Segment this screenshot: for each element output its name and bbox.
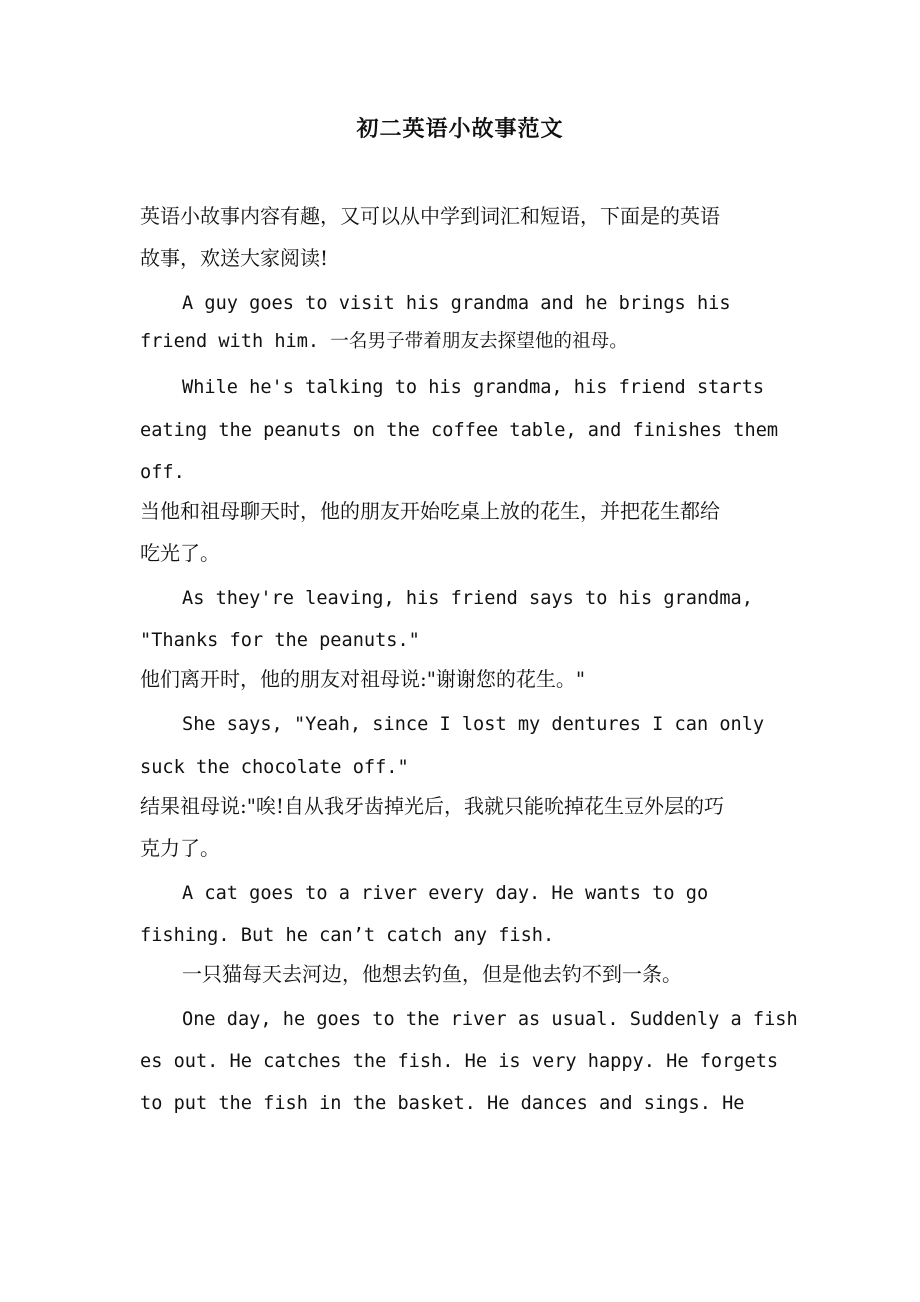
intro-line-1: 英语小故事内容有趣，又可以从中学到词汇和短语，下面是的英语 [140,204,720,228]
p2-line-5: 吃光了。 [140,541,220,565]
p3-line-1: As they're leaving, his friend says to his grandma, [182,588,753,609]
p1-line-1: A guy goes to visit his grandma and he brings his [182,293,731,314]
p2-line-3: off. [140,462,185,483]
page-title: 初二英语小故事范文 [356,116,564,142]
p6-line-2: es out. He catches the fish. He is very happy. He forgets [140,1051,779,1072]
p5-line-2: fishing. But he can’t catch any fish. [140,925,555,946]
p4-line-2: suck the chocolate off." [140,757,409,778]
p3-line-3: 他们离开时，他的朋友对祖母说:"谢谢您的花生。" [140,667,586,691]
p4-line-1: She says, "Yeah, since I lost my dentures I can only [182,714,765,735]
p4-line-4: 克力了。 [140,836,220,860]
intro-line-2: 故事，欢送大家阅读! [140,246,329,270]
p2-line-1: While he's talking to his grandma, his friend starts [182,377,765,398]
p1-line-2: friend with him. 一名男子带着朋友去探望他的祖母。 [140,331,628,352]
p2-line-4: 当他和祖母聊天时，他的朋友开始吃桌上放的花生，并把花生都给 [140,499,720,523]
p5-line-3: 一只猫每天去河边，他想去钓鱼，但是他去钓不到一条。 [182,962,682,986]
p4-line-3: 结果祖母说:"唉!自从我牙齿掉光后，我就只能吮掉花生豆外层的巧 [140,794,724,818]
p6-line-3: to put the fish in the basket. He dances and sings. He [140,1093,745,1114]
p2-line-2: eating the peanuts on the coffee table, and finishes them [140,420,779,441]
p5-line-1: A cat goes to a river every day. He wants to go [182,883,709,904]
p3-line-2: "Thanks for the peanuts." [140,630,420,651]
p6-line-1: One day, he goes to the river as usual. Suddenly a fish [182,1009,798,1030]
